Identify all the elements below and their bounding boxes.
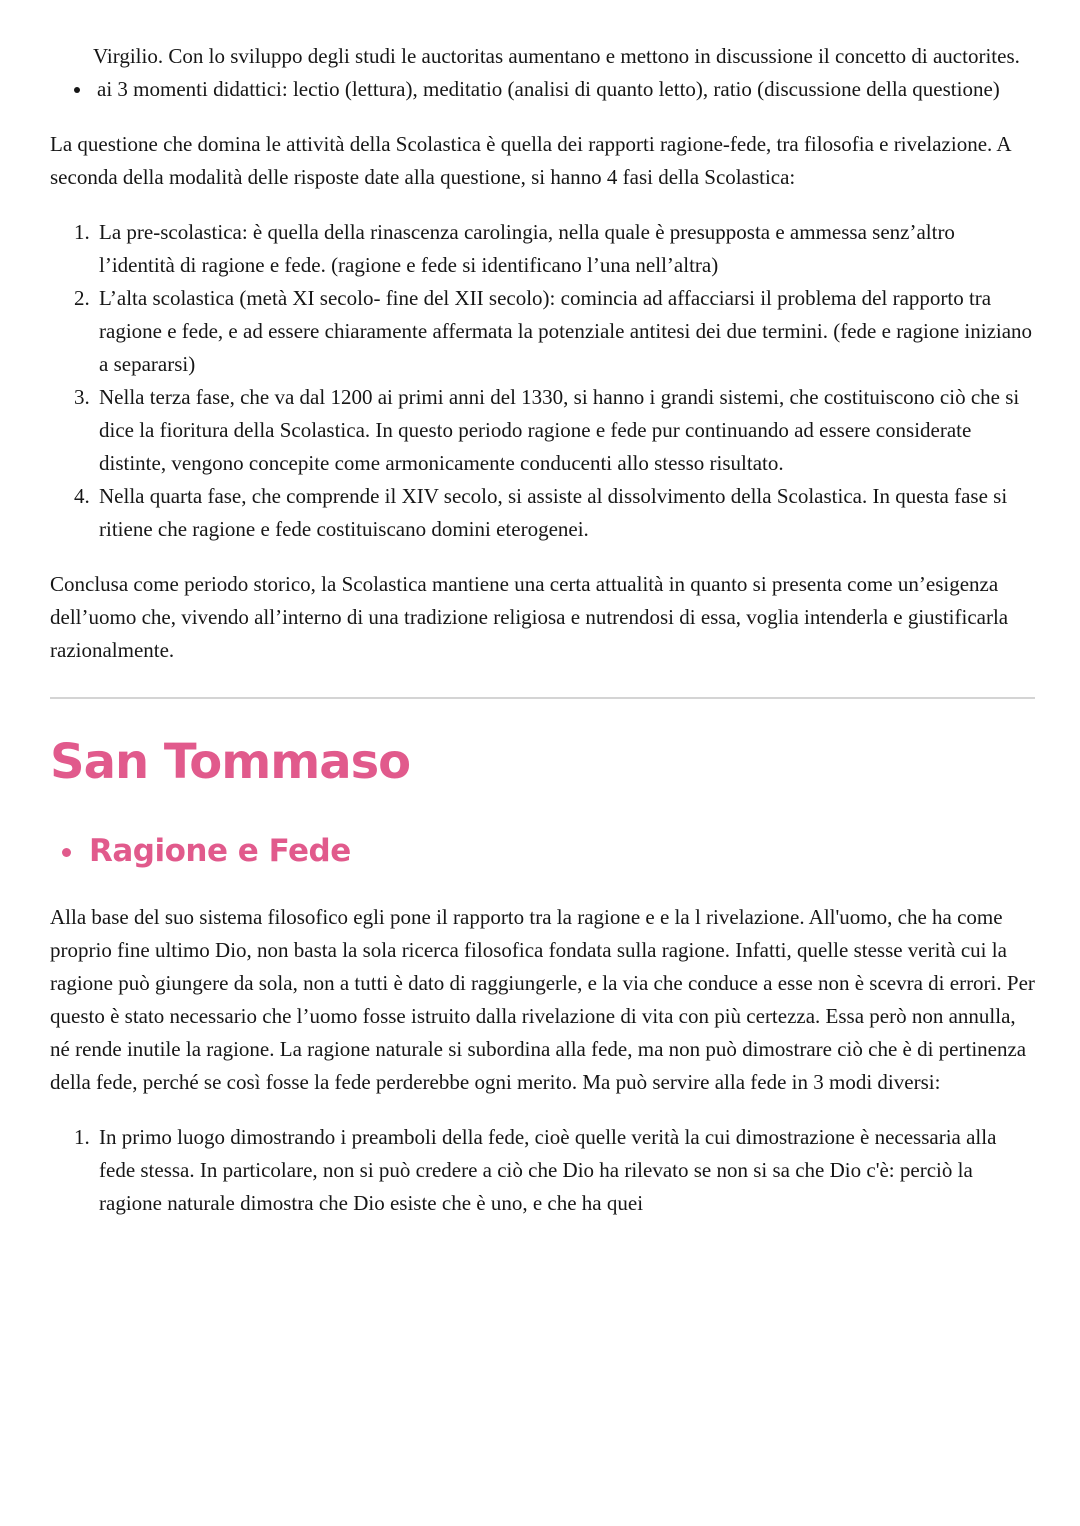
subsection-heading xyxy=(62,829,1035,873)
page-title: San Tommaso xyxy=(50,734,411,790)
phase-item-1: 1. La pre-scolastica: è quella della rinascenza carolingia, nella quale è presupposta e ammessa senz’altro l’identità di ragione e fede. (ragione e fede si identificano l’una nell’altra) xyxy=(95,216,1035,282)
bullet-dot-icon xyxy=(62,848,71,857)
modes-numbered-list xyxy=(50,1121,1035,1220)
top-bullet-list xyxy=(50,40,1035,106)
mode-item-1: 1. In primo luogo dimostrando i preamboli della fede, cioè quelle verità la cui dimostrazione è necessaria alla fede stessa. In particolare, non si può credere a ciò che Dio ha rilevato se non si sa che Dio c'è: perciò la ragione naturale dimostra che Dio esiste che è uno, e che ha quei xyxy=(95,1121,1035,1220)
phase-item-3: 3. Nella terza fase, che va dal 1200 ai primi anni del 1330, si hanno i grandi sistemi, che costituiscono ciò che si dice la fioritura della Scolastica. In questo periodo ragione e fede pur continuando ad essere considerate distinte, vengono concepite come armonicamente conducenti allo stesso risultato. xyxy=(95,381,1035,480)
bullet-item-continuation: Virgilio. Con lo sviluppo degli studi le auctoritas aumentano e mettono in discussione il concetto di auctorites. xyxy=(93,44,1020,68)
paragraph-conclusa: Conclusa come periodo storico, la Scolastica mantiene una certa attualità in quanto si presenta come un’esigenza dell’uomo che, vivendo all’interno di una tradizione religiosa e nutrendosi di essa, voglia intenderla e giustificarla razionalmente. xyxy=(50,572,1009,662)
phase-item-4: 4. Nella quarta fase, che comprende il XIV secolo, si assiste al dissolvimento della Scolastica. In questa fase si ritiene che ragione e fede costituiscano domini eterogenei. xyxy=(95,480,1035,546)
paragraph-scolastica-intro: La questione che domina le attività della Scolastica è quella dei rapporti ragione-fede, tra filosofia e rivelazione. A seconda della modalità delle risposte date alla questione, si hanno 4 fasi della Scolastica: xyxy=(50,132,1011,189)
bullet-list-item: • ai 3 momenti didattici: lectio (lettura), meditatio (analisi di quanto letto), ratio (discussione della questione) xyxy=(93,73,1035,106)
section-divider xyxy=(50,697,1035,699)
phases-numbered-list xyxy=(50,216,1035,546)
phase-item-2: 2. L’alta scolastica (metà XI secolo- fine del XII secolo): comincia ad affacciarsi il problema del rapporto tra ragione e fede, e ad essere chiaramente affermata la potenziale antitesi dei due termini. (fede e ragione iniziano a separarsi) xyxy=(95,282,1035,381)
paragraph-ragione-fede: Alla base del suo sistema filosofico egli pone il rapporto tra la ragione e e la l rivelazione. All'uomo, che ha come proprio fine ultimo Dio, non basta la sola ricerca filosofica fondata sulla ragione. Infatti, quelle stesse verità cui la ragione può giungere da sola, non a tutti è dato di raggiungerle, e la via che conduce a esse non è scevra di errori. Per questo è stato necessario che l’uomo fosse istruito dalla rivelazione di vita con più certezza. Essa però non annulla, né rende inutile la ragione. La ragione naturale si subordina alla fede, ma non può dimostrare ciò che è di pertinenza della fede, perché se così fosse la fede perderebbe ogni merito. Ma può servire alla fede in 3 modi diversi: xyxy=(50,905,1035,1094)
bullet-list xyxy=(50,73,1035,106)
subsection-heading-text: Ragione e Fede xyxy=(89,833,351,869)
